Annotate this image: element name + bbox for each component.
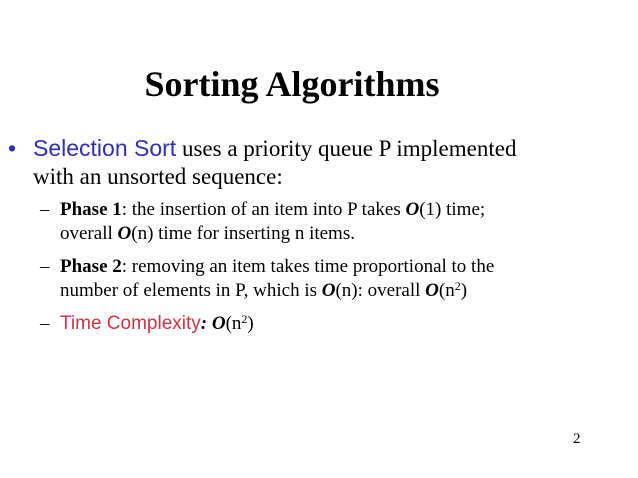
time-complexity-text-b: ) — [247, 313, 254, 334]
page-number: 2 — [573, 431, 581, 447]
phase-1-label: Phase 1 — [60, 199, 122, 220]
phase-1-text-b: (1) time; — [419, 199, 486, 220]
big-o: O — [211, 313, 226, 334]
bullet-marker: • — [8, 135, 17, 161]
exponent: 2 — [241, 312, 248, 326]
phase-2-line2-a: number of elements in P, which is — [60, 280, 322, 301]
big-o: O — [405, 199, 420, 220]
main-bullet-line-1 — [33, 134, 613, 163]
sub-item-time-complexity — [40, 312, 600, 336]
sub-item-phase-1 — [40, 198, 600, 246]
main-bullet — [33, 134, 613, 191]
colon: : — [200, 313, 212, 334]
dash-marker: – — [40, 313, 50, 334]
phase-2-text-a: : removing an item takes time proportional to the — [121, 256, 495, 277]
dash-marker: – — [40, 256, 50, 277]
phase-1-line2-a: overall — [60, 223, 118, 244]
phase-1-text-a: : the insertion of an item into P takes — [121, 199, 406, 220]
phase-1-line2-b: (n) time for inserting n items. — [131, 223, 355, 244]
phase-2-line2-c: (n — [438, 280, 455, 301]
phase-2-line2-b: (n): overall — [335, 280, 426, 301]
sub-item-phase-2 — [40, 255, 600, 303]
big-o: O — [117, 223, 132, 244]
main-text-2: with an unsorted sequence: — [33, 164, 283, 189]
time-complexity-label: Time Complexity — [60, 313, 201, 334]
selection-sort-term: Selection Sort — [33, 135, 177, 161]
main-text-1: uses a priority queue P implemented — [176, 136, 517, 161]
phase-2-label: Phase 2 — [60, 256, 122, 277]
main-bullet-line-2 — [33, 163, 613, 191]
phase-2-line2-d: ) — [460, 280, 468, 301]
time-complexity-text-a: (n — [225, 313, 242, 334]
dash-marker: – — [40, 199, 50, 220]
big-o: O — [425, 280, 439, 301]
big-o: O — [321, 280, 336, 301]
slide-title: Sorting Algorithms — [144, 64, 440, 104]
exponent: 2 — [454, 279, 461, 293]
